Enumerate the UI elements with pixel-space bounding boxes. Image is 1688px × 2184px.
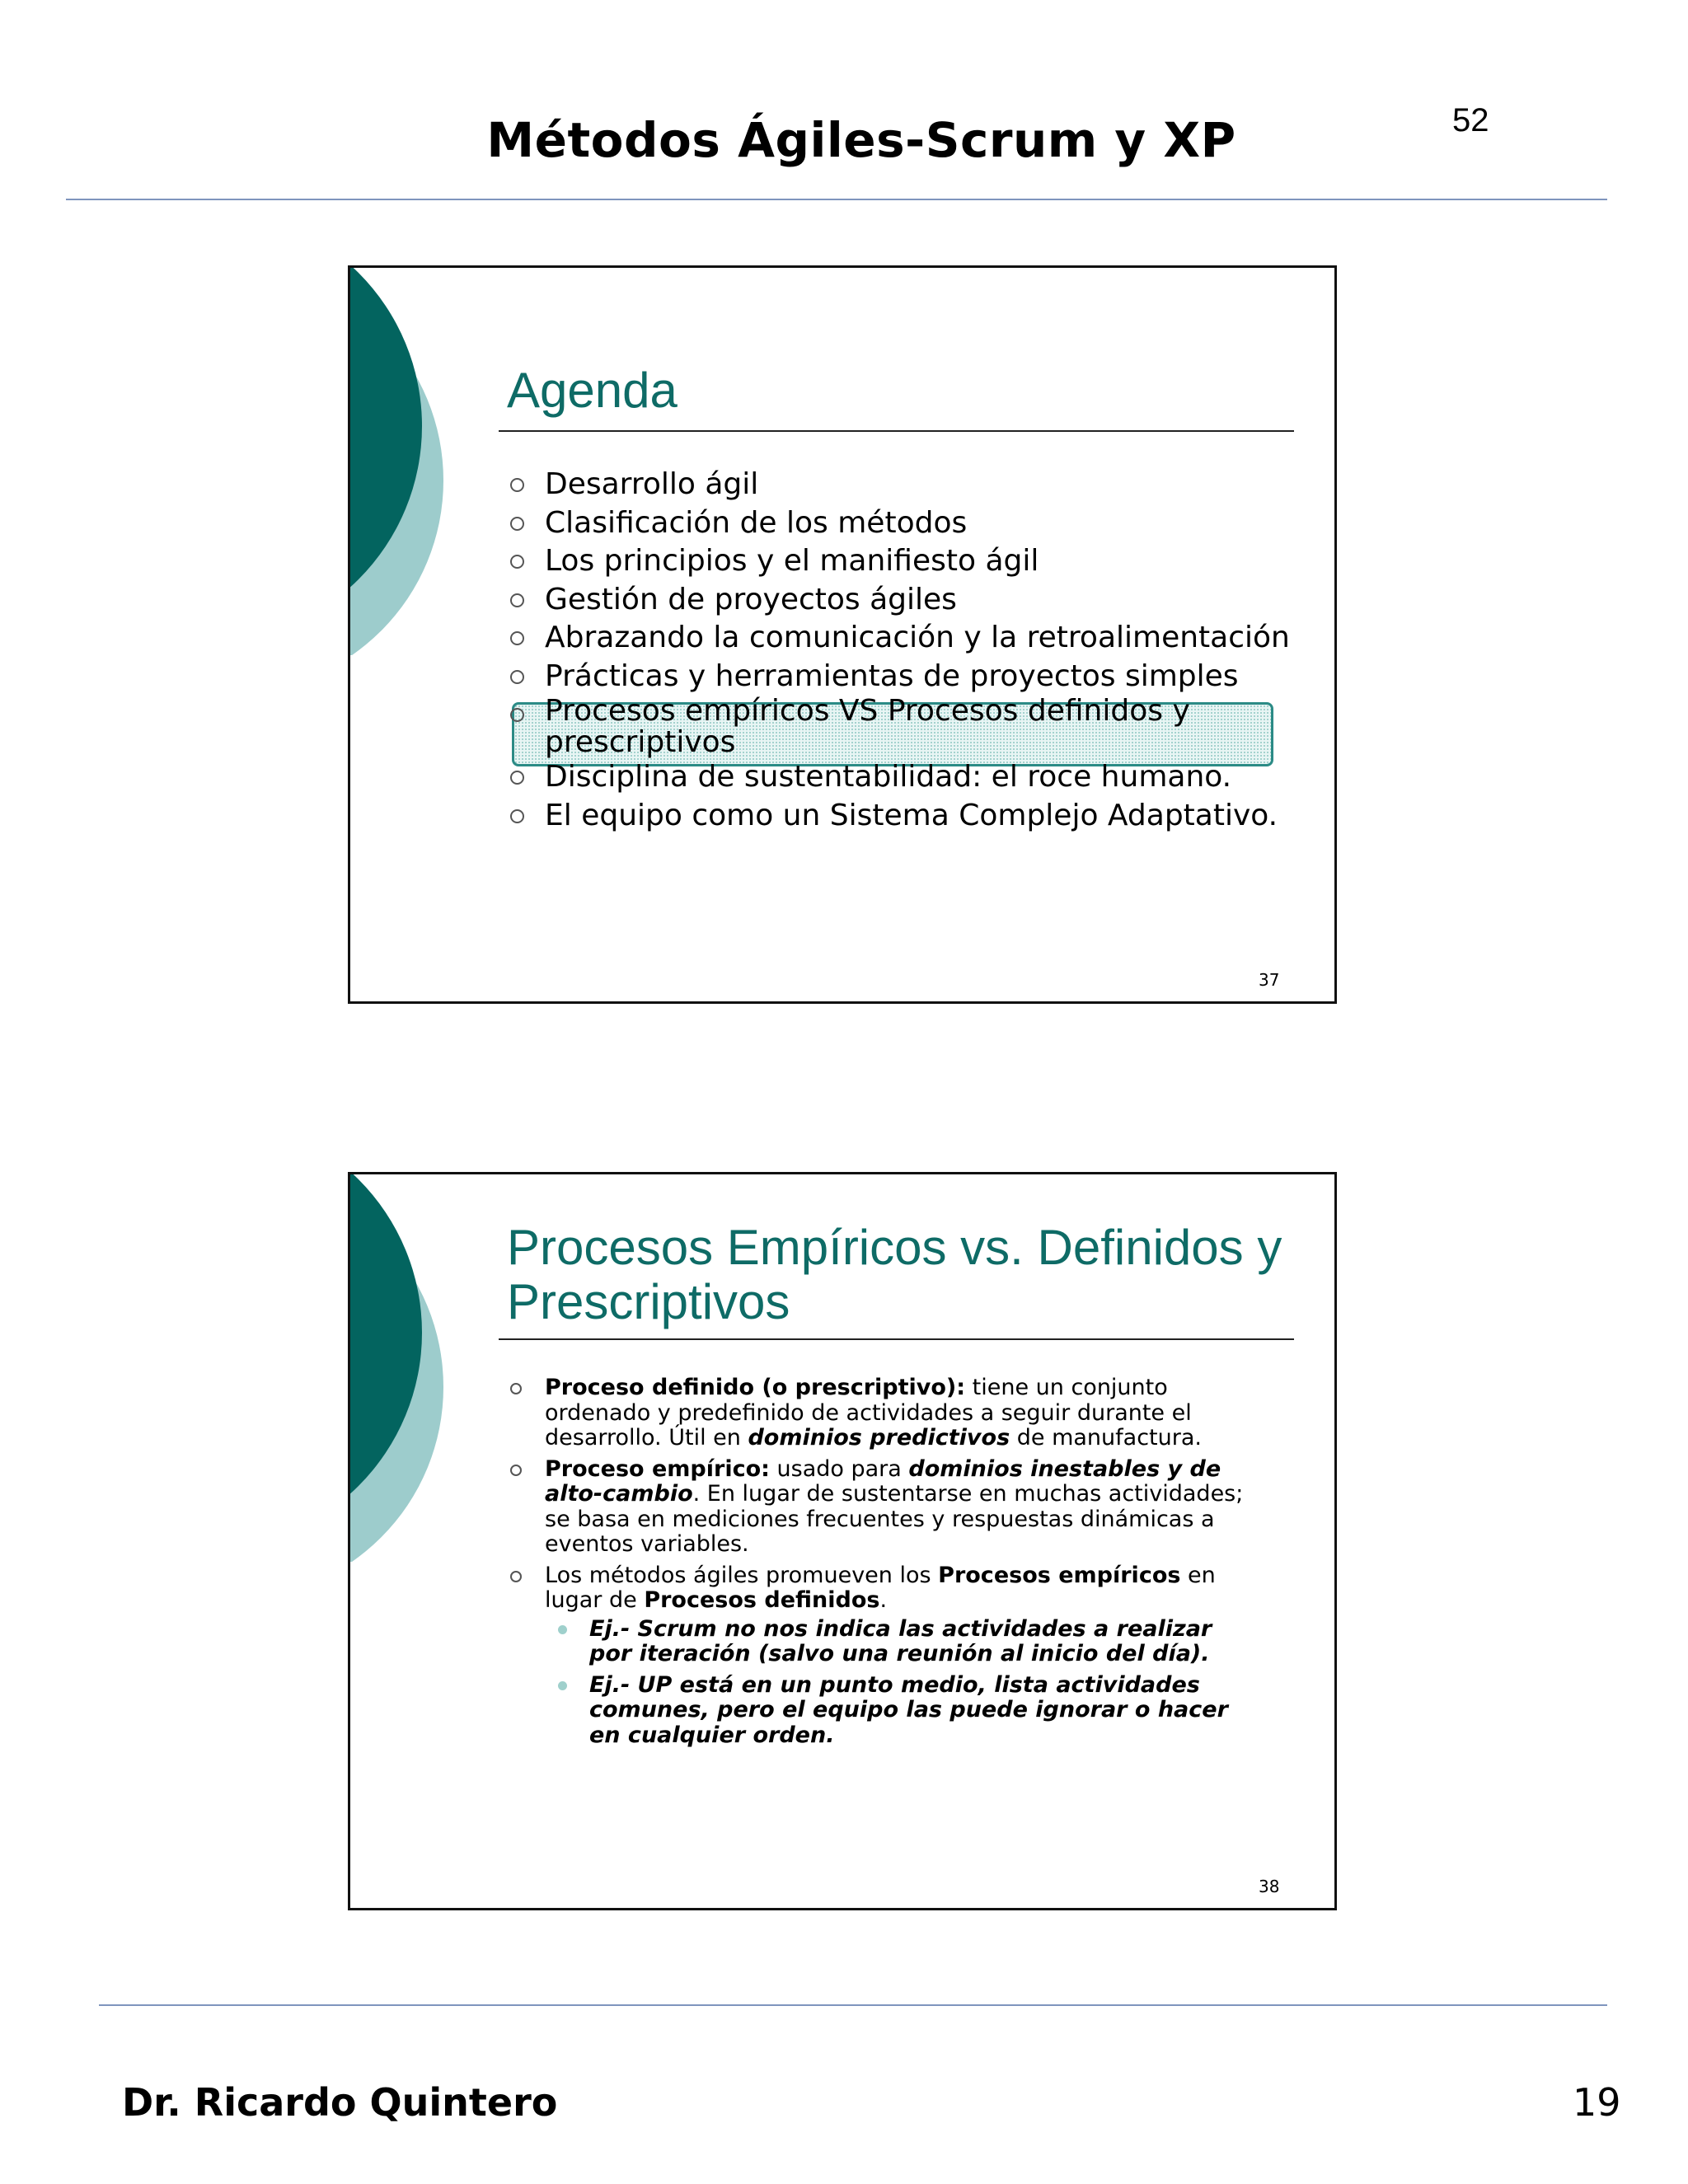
sub-list-item: Ej.- UP está en un punto medio, lista actividades comunes, pero el equipo las puede ignorar o hacer en cualquier orden. [545,1673,1249,1749]
circle-bullet-icon [510,1465,522,1476]
agenda-item: Prácticas y herramientas de proyectos simples [507,658,1290,696]
circle-bullet-icon [510,670,524,684]
agenda-item: Disciplina de sustentabilidad: el roce humano. [507,758,1290,797]
agenda-item: Los principios y el manifiesto ágil [507,542,1290,581]
page-number-top: 52 [1452,102,1489,138]
bullet-list [507,1376,1249,1754]
agenda-item-highlighted: Procesos empíricos VS Procesos definidos y prescriptivos [507,696,1204,758]
footer-rule [99,2004,1607,2006]
slide-number: 38 [1259,1877,1280,1896]
circle-bullet-icon [510,555,524,569]
slide-title-line: Procesos Empíricos vs. Definidos y [507,1220,1282,1275]
circle-bullet-icon [510,708,524,722]
agenda-item: Desarrollo ágil [507,466,1290,504]
slide-title-line: Prescriptivos [507,1274,790,1329]
list-item: Proceso definido (o prescriptivo): tiene un conjunto ordenado y predefinido de actividades a seguir durante el desarrollo. Útil en dominios predictivos de manufactura. [507,1376,1249,1451]
agenda-list [507,466,1290,835]
footer-page-number: 19 [1573,2080,1621,2125]
sub-list-item: Ej.- Scrum no nos indica las actividades a realizar por iteración (salvo una reunión al inicio del día). [545,1617,1249,1667]
circle-bullet-icon [510,771,524,785]
header-rule [66,199,1607,200]
slide-number: 37 [1259,970,1280,990]
slide-title-rule [499,430,1294,432]
circle-bullet-icon [510,631,524,645]
circle-bullet-icon [510,478,524,492]
slide-processes [348,1172,1337,1910]
page-title: Métodos Ágiles-Scrum y XP [486,112,1236,168]
slide-title-rule [499,1338,1294,1340]
slide-agenda [348,265,1337,1004]
footer-author: Dr. Ricardo Quintero [122,2080,558,2125]
agenda-item: Clasificación de los métodos [507,504,1290,543]
slide-title [507,1221,1282,1329]
agenda-item: Abrazando la comunicación y la retroalimentación [507,619,1290,658]
slide-decoration [350,268,449,655]
agenda-item: El equipo como un Sistema Complejo Adaptativo. [507,797,1290,836]
circle-bullet-icon [510,1383,522,1394]
slide-decoration [350,1174,449,1562]
list-item: Los métodos ágiles promueven los Procesos empíricos en lugar de Procesos definidos. Ej.- Scrum no nos indica las actividades a realizar por iteración (salvo una reunión al inicio del día). Ej.- UP está en un punto medio, lista actividades comunes, pero el equipo las puede ignorar o hacer en cualquier orden. [507,1563,1249,1749]
sub-list [545,1617,1249,1749]
dot-bullet-icon [558,1625,567,1634]
circle-bullet-icon [510,1571,522,1582]
circle-bullet-icon [510,809,524,823]
circle-bullet-icon [510,517,524,531]
circle-bullet-icon [510,593,524,607]
list-item: Proceso empírico: usado para dominios inestables y de alto-cambio. En lugar de sustentarse en muchas actividades; se basa en mediciones frecuentes y respuestas dinámicas a eventos variables. [507,1457,1249,1558]
slide-title: Agenda [507,363,678,418]
agenda-item: Gestión de proyectos ágiles [507,581,1290,620]
dot-bullet-icon [558,1681,567,1690]
